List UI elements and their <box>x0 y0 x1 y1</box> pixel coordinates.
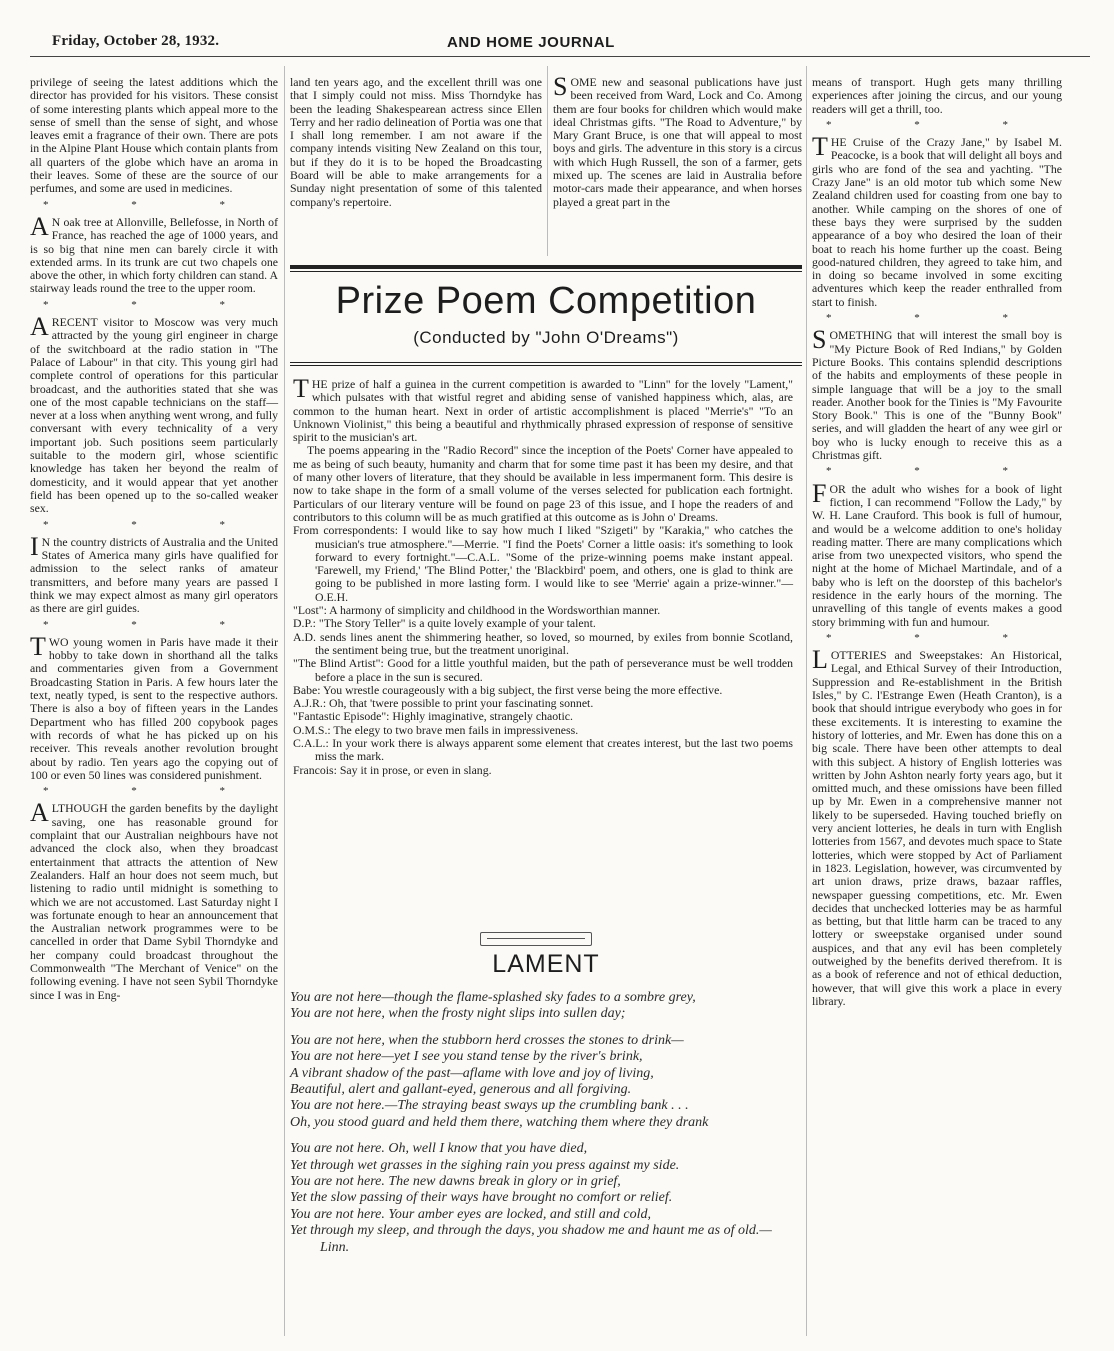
poem-line: You are not here, when the stubborn herd crosses the stones to drink— <box>290 1032 684 1048</box>
column-3-top <box>553 72 802 212</box>
correspondent-note: Babe: You wrestle courageously with a big subject, the first verse being the more effective. <box>293 682 723 697</box>
column-separator <box>284 66 285 1336</box>
article-moscow <box>30 312 278 516</box>
drop-cap: I <box>30 531 39 561</box>
competition-body <box>293 374 793 777</box>
poem-line: A vibrant shadow of the past—aflame with love and joy of living, <box>290 1065 654 1081</box>
article-thorndyke: land ten years ago, and the excellent thrill was one that I simply could not miss. Miss Thorndyke has been the leading Shakespearean actress since Ellen Terry and her radio delineation of Portia was one that I shall long remember. I am not aware if the company intends visiting New Zealand on this tour, but if they do it is to be hoped the Broadcasting Board will be able to make arrangements for a Sunday night presentation of some of this talented company's repertoire. <box>290 75 542 209</box>
article-body: HE Cruise of the Crazy Jane," by Isabel M. Peacocke, is a book that will delight all boys and girls who are fond of the sea and yachting. "The Crazy Jane" is an old motor tub which some New Zealand children used for coasting from one bay to another. While camping on the shores of one of these bays they were surprised by the sudden appearance of a boy who desired the loan of their boat to reach his home further up the coast. Being good-natured children, they agreed to take him, and in doing so became involved in some exciting adventures which keep the reader enthralled from start to finish. <box>812 135 1062 309</box>
poem-line: You are not here. The new dawns break in glory or in grief, <box>290 1174 621 1190</box>
separator-stars: * * * <box>43 518 265 531</box>
column-1 <box>30 76 278 1005</box>
article-follow-the-lady <box>812 478 1062 629</box>
article-body: OTTERIES and Sweepstakes: An Historical, Legal, and Ethical Survey of their Introduction, Suppression and Re-establishment in the British Isles," by C. l'Estrange Ewen (Heath Cranton), is a book that should intrigue everybody who goes in for these excitements. It is interesting to examine the history of lotteries, and Mr. Ewen has done this on a big scale. There have been other attempts to deal with this subject. A history of English lotteries was written by John Ashton nearly forty years ago, but it omitted much, and these omissions have been filled up by Mr. Ewen in a comprehensive manner not likely to be superseded. Having touched briefly on very ancient lotteries, he deals in turn with English lotteries from 1567, and devotes much space to State lotteries, which were stopped by Act of Parliament in 1823. Legislation, however, was circumvented by art union draws, prize draws, bazaar raffles, newspaper guessing competitions, etc. Mr. Ewen decides that unchecked lotteries may be as harmful as betting, but that little harm can be traced to any lottery or sweepstake organised under sound auspices, and that any evil has been completely outweighed by the benefits derived therefrom. It is as a book of reference and not of ethical deduction, however, that will give this work a place in every library. <box>812 648 1062 1008</box>
article-australia <box>30 531 278 616</box>
poem-line: You are not here—yet I see you stand tense by the river's brink, <box>290 1049 643 1065</box>
correspondent-note: O.M.S.: The elegy to two brave men fails in impressiveness. <box>293 722 579 737</box>
correspondent-note: A.J.R.: Oh, that 'twere possible to print your fascinating sonnet. <box>293 696 594 711</box>
article-red-indians <box>812 325 1062 463</box>
article-body: OME new and seasonal publications have just been received from Ward, Lock and Co. Among them are four books for children which would make ideal Christmas gifts. "The Road to Adventure," by Mary Grant Bruce, is one that will appeal to most boys and girls. The adventure in this story is a circus with which Hugh Russell, the son of a farmer, gets mixed up. The scenes are laid in Australia before motor-cars made their appearance, and when horses played a great part in the <box>553 75 802 209</box>
separator-stars: * * * <box>826 631 1048 644</box>
column-separator <box>806 66 807 1336</box>
poem-stanza <box>290 1033 800 1131</box>
article-body: HE prize of half a guinea in the current competition is awarded to "Linn" for the lovely "Lament," which pulsates with that wistful regret and abiding sense of vanished happiness which, alas, are common to the human heart. Next in order of artistic accomplishment is placed "Merrie's" "To an Unknown Violinist," this being a beautiful and rhythmically phrased expression of response of sensitive spirit to the musician's art. <box>293 377 793 445</box>
article-lotteries <box>812 645 1062 1008</box>
poem-line: Yet through wet grasses in the sighing rain you press against my side. <box>290 1157 680 1173</box>
article-body: RECENT visitor to Moscow was very much attracted by the young girl engineer in charge of the switchboard at the radio station in "The Palace of Labour" in that city. This young girl had complete control of operations for this particular broadcast, and the authorities stated that she was one of the most capable technicians on the staff—never at a loss when anything went wrong, and fully conversant with every technicality of a very important job. Such positions seem particularly suitable to the modern girl, whose scientific knowledge has taken her beyond the realm of domesticity, and it would appear that yet another field has been opened up to the so-called weaker sex. <box>30 315 278 516</box>
correspondent-note: A.D. sends lines anent the shimmering heather, so loved, so mourned, by exiles from bonnie Scotland, the sentiment being true, but the treatment unoriginal. <box>293 629 793 657</box>
competition-subtitle: (Conducted by "John O'Dreams") <box>413 328 679 347</box>
drop-cap: A <box>30 312 49 342</box>
article-transport: means of transport. Hugh gets many thrilling experiences after joining the circus, and our young readers will get a thrill, too. <box>812 75 1062 116</box>
column-separator <box>547 66 548 256</box>
drop-cap: S <box>553 72 568 101</box>
drop-cap: A <box>30 798 49 828</box>
separator-stars: * * * <box>826 118 1048 131</box>
article-crazy-jane <box>812 132 1062 309</box>
article-daylight-saving <box>30 798 278 1002</box>
thin-rule <box>290 271 802 272</box>
article-body: N oak tree at Allonville, Bellefosse, in North of France, has reached the age of 1000 years, and is so big that nine men can barely circle it with extended arms. In its trunk are cut two chapels one above the other, in which forty children can stand. A stairway leads round the tree to the upper room. <box>30 214 278 296</box>
poem-line: Yet through my sleep, and through the days, you shadow me and haunt me as of old.—Linn. <box>290 1223 772 1255</box>
poem-line: Yet the slow passing of their ways have brought no comfort or relief. <box>290 1190 673 1206</box>
header-rule <box>30 56 1090 57</box>
poem-stanza <box>290 990 800 1023</box>
thin-rule <box>290 365 802 366</box>
correspondent-note: "The Blind Artist": Good for a little youthful maiden, but the path of perseverance must be well trodden before a place in the sun is secured. <box>293 656 793 684</box>
poem-line: Oh, you stood guard and held them there, watching them where they drank <box>290 1114 709 1130</box>
correspondent-note: Francois: Say it in prose, or even in slang. <box>293 762 492 777</box>
ornament-divider <box>480 932 592 946</box>
correspondent-note: C.A.L.: In your work there is always apparent some element that creates interest, but the last two poems miss the mark. <box>293 736 793 764</box>
competition-paragraph <box>293 374 793 445</box>
separator-stars: * * * <box>826 312 1048 325</box>
correspondent-note: D.P.: "The Story Teller" is a quite lovely example of your talent. <box>293 616 596 631</box>
thin-rule <box>290 362 802 363</box>
article-body: N the country districts of Australia and the United States of America many girls have qualified for admission to the select ranks of amateur transmitters, and before many years are passed I think we may expect almost as many girl operators as there are girl guides. <box>30 534 278 616</box>
poem-line: You are not here, when the frosty night slips into sullen day; <box>290 1006 626 1022</box>
poem-line: You are not here.—The straying beast sways up the crumbling bank . . . <box>290 1098 689 1114</box>
separator-stars: * * * <box>43 298 265 311</box>
article-body: OR the adult who wishes for a book of light fiction, I can recommend "Follow the Lady," by W. H. Lane Crauford. This book is full of humour, and would be a welcome addition to one's holiday reading matter. There are many complications which arise from two unexpected visitors, who spend the night at the home of Michael Martindale, and of a baby who is left on the doorstep of this bachelor's residence in the early hours of the morning. The unravelling of this tangle of events makes a good story brimming with fun and humour. <box>812 481 1062 629</box>
separator-stars: * * * <box>43 785 265 798</box>
poem-line: Beautiful, alert and gallant-eyed, generous and all forgiving. <box>290 1082 632 1098</box>
poem-title: LAMENT <box>492 950 600 978</box>
poem-line: You are not here—though the flame-splashed sky fades to a sombre grey, <box>290 990 696 1005</box>
drop-cap: F <box>812 478 827 508</box>
column-2-top <box>290 76 542 212</box>
drop-cap: T <box>293 374 309 403</box>
drop-cap: A <box>30 211 49 241</box>
article-publications <box>553 72 802 209</box>
separator-stars: * * * <box>43 198 265 211</box>
competition-paragraph: The poems appearing in the "Radio Record" since the inception of the Poets' Corner have appealed to me as being of such beauty, humanity and charm that for some time past it has been my desire, and that of many other lovers of literature, that they should be available in less impermanent form. This desire is now to take shape in the form of a small volume of the verses selected for publication each fortnight. Particulars of our literary venture will be found on page 23 of this issue, and I hope the readers of and contributors to this column will be as much gratified at this outcome as is John o' Dreams. <box>293 443 793 524</box>
article-paris <box>30 631 278 782</box>
poem-stanza <box>290 1141 800 1256</box>
issue-date: Friday, October 28, 1932. <box>52 33 220 49</box>
separator-stars: * * * <box>43 618 265 631</box>
article-body: LTHOUGH the garden benefits by the daylight saving, one has reasonable ground for complaint that our Australian neighbours have not advanced the clock also, when they broadcast entertainment that attracts the attention of New Zealanders. Half an hour does not seem much, but listening to radio until midnight is something to which we are not accustomed. Last Saturday night I was fortunate enough to hear an announcement that the Australian network programmes were to be cancelled in order that Dame Sybil Thorndyke and her company could broadcast throughout the Commonwealth "The Merchant of Venice" on the following evening. I have not seen Sybil Thorndyke since I was in Eng- <box>30 801 278 1002</box>
drop-cap: T <box>812 132 828 162</box>
competition-title: Prize Poem Competition <box>335 280 757 322</box>
poem-line: You are not here. Oh, well I know that you have died, <box>290 1141 588 1157</box>
drop-cap: T <box>30 631 46 661</box>
drop-cap: S <box>812 325 827 355</box>
drop-cap: L <box>812 645 828 675</box>
poem-line: You are not here. Your amber eyes are locked, and still and cold, <box>290 1206 651 1222</box>
article-body: WO young women in Paris have made it their hobby to take down in shorthand all the talks and commentaries given from a Government Broadcasting Station in Paris. A few hours later the text, neatly typed, is sent to the respective authors. There is also a boy of fifteen years in the Landes Department who has filled 200 copybook pages with records of what he has picked up on his receiver. This reveals another revolution brought about by radio. Ten years ago the copying out of 100 or even 50 lines was considered punishment. <box>30 634 278 782</box>
article-oak-tree <box>30 211 278 296</box>
article-plants: privilege of seeing the latest additions which the director has provided for his visitors. These consist of some interesting plants which appeal more to the sense of smell than the sense of sight, and whose leaves emit a fragrance of their own. There are pots in the Alpine Plant House which contain plants from all quarters of the globe which have an aroma in their leaves. Some of these are the source of our perfumes, and some are used in medicines. <box>30 75 278 196</box>
correspondent-note: "Lost": A harmony of simplicity and childhood in the Wordsworthian manner. <box>293 603 661 618</box>
column-4 <box>812 76 1062 1011</box>
poem-lament <box>290 990 800 1266</box>
separator-stars: * * * <box>826 465 1048 478</box>
article-body: OMETHING that will interest the small boy is "My Picture Book of Red Indians," by Golden Picture Books. This contains splendid descriptions of the habits and employments of these people in simple language that will be a joy to the small reader. Another book for the Tinies is "My Favourite Story Book." This is one of the "Bunny Book" series, and will gladden the heart of any wee girl or boy who is lucky enough to receive this as a Christmas gift. <box>812 328 1062 463</box>
heavy-rule <box>290 265 802 269</box>
correspondent-note: "Fantastic Episode": Highly imaginative, strangely chaotic. <box>293 709 573 724</box>
journal-name: AND HOME JOURNAL <box>447 34 615 51</box>
correspondent-note: From correspondents: I would like to say how much I liked "Szigeti" by "Karakia," who catches the musician's true atmosphere."—Merrie. "I find the Poets' Corner a little oasis: it's something to look forward to every fortnight."—C.A.L. "Some of the prize-winning poems make instant appeal. 'Farewell, my Friend,' 'The Blind Potter,' the 'Blackbird' poem, and others, one is glad to think are going to be published in more lasting form. I would like to see 'Merrie' again a prize-winner."—O.E.H. <box>293 523 793 604</box>
